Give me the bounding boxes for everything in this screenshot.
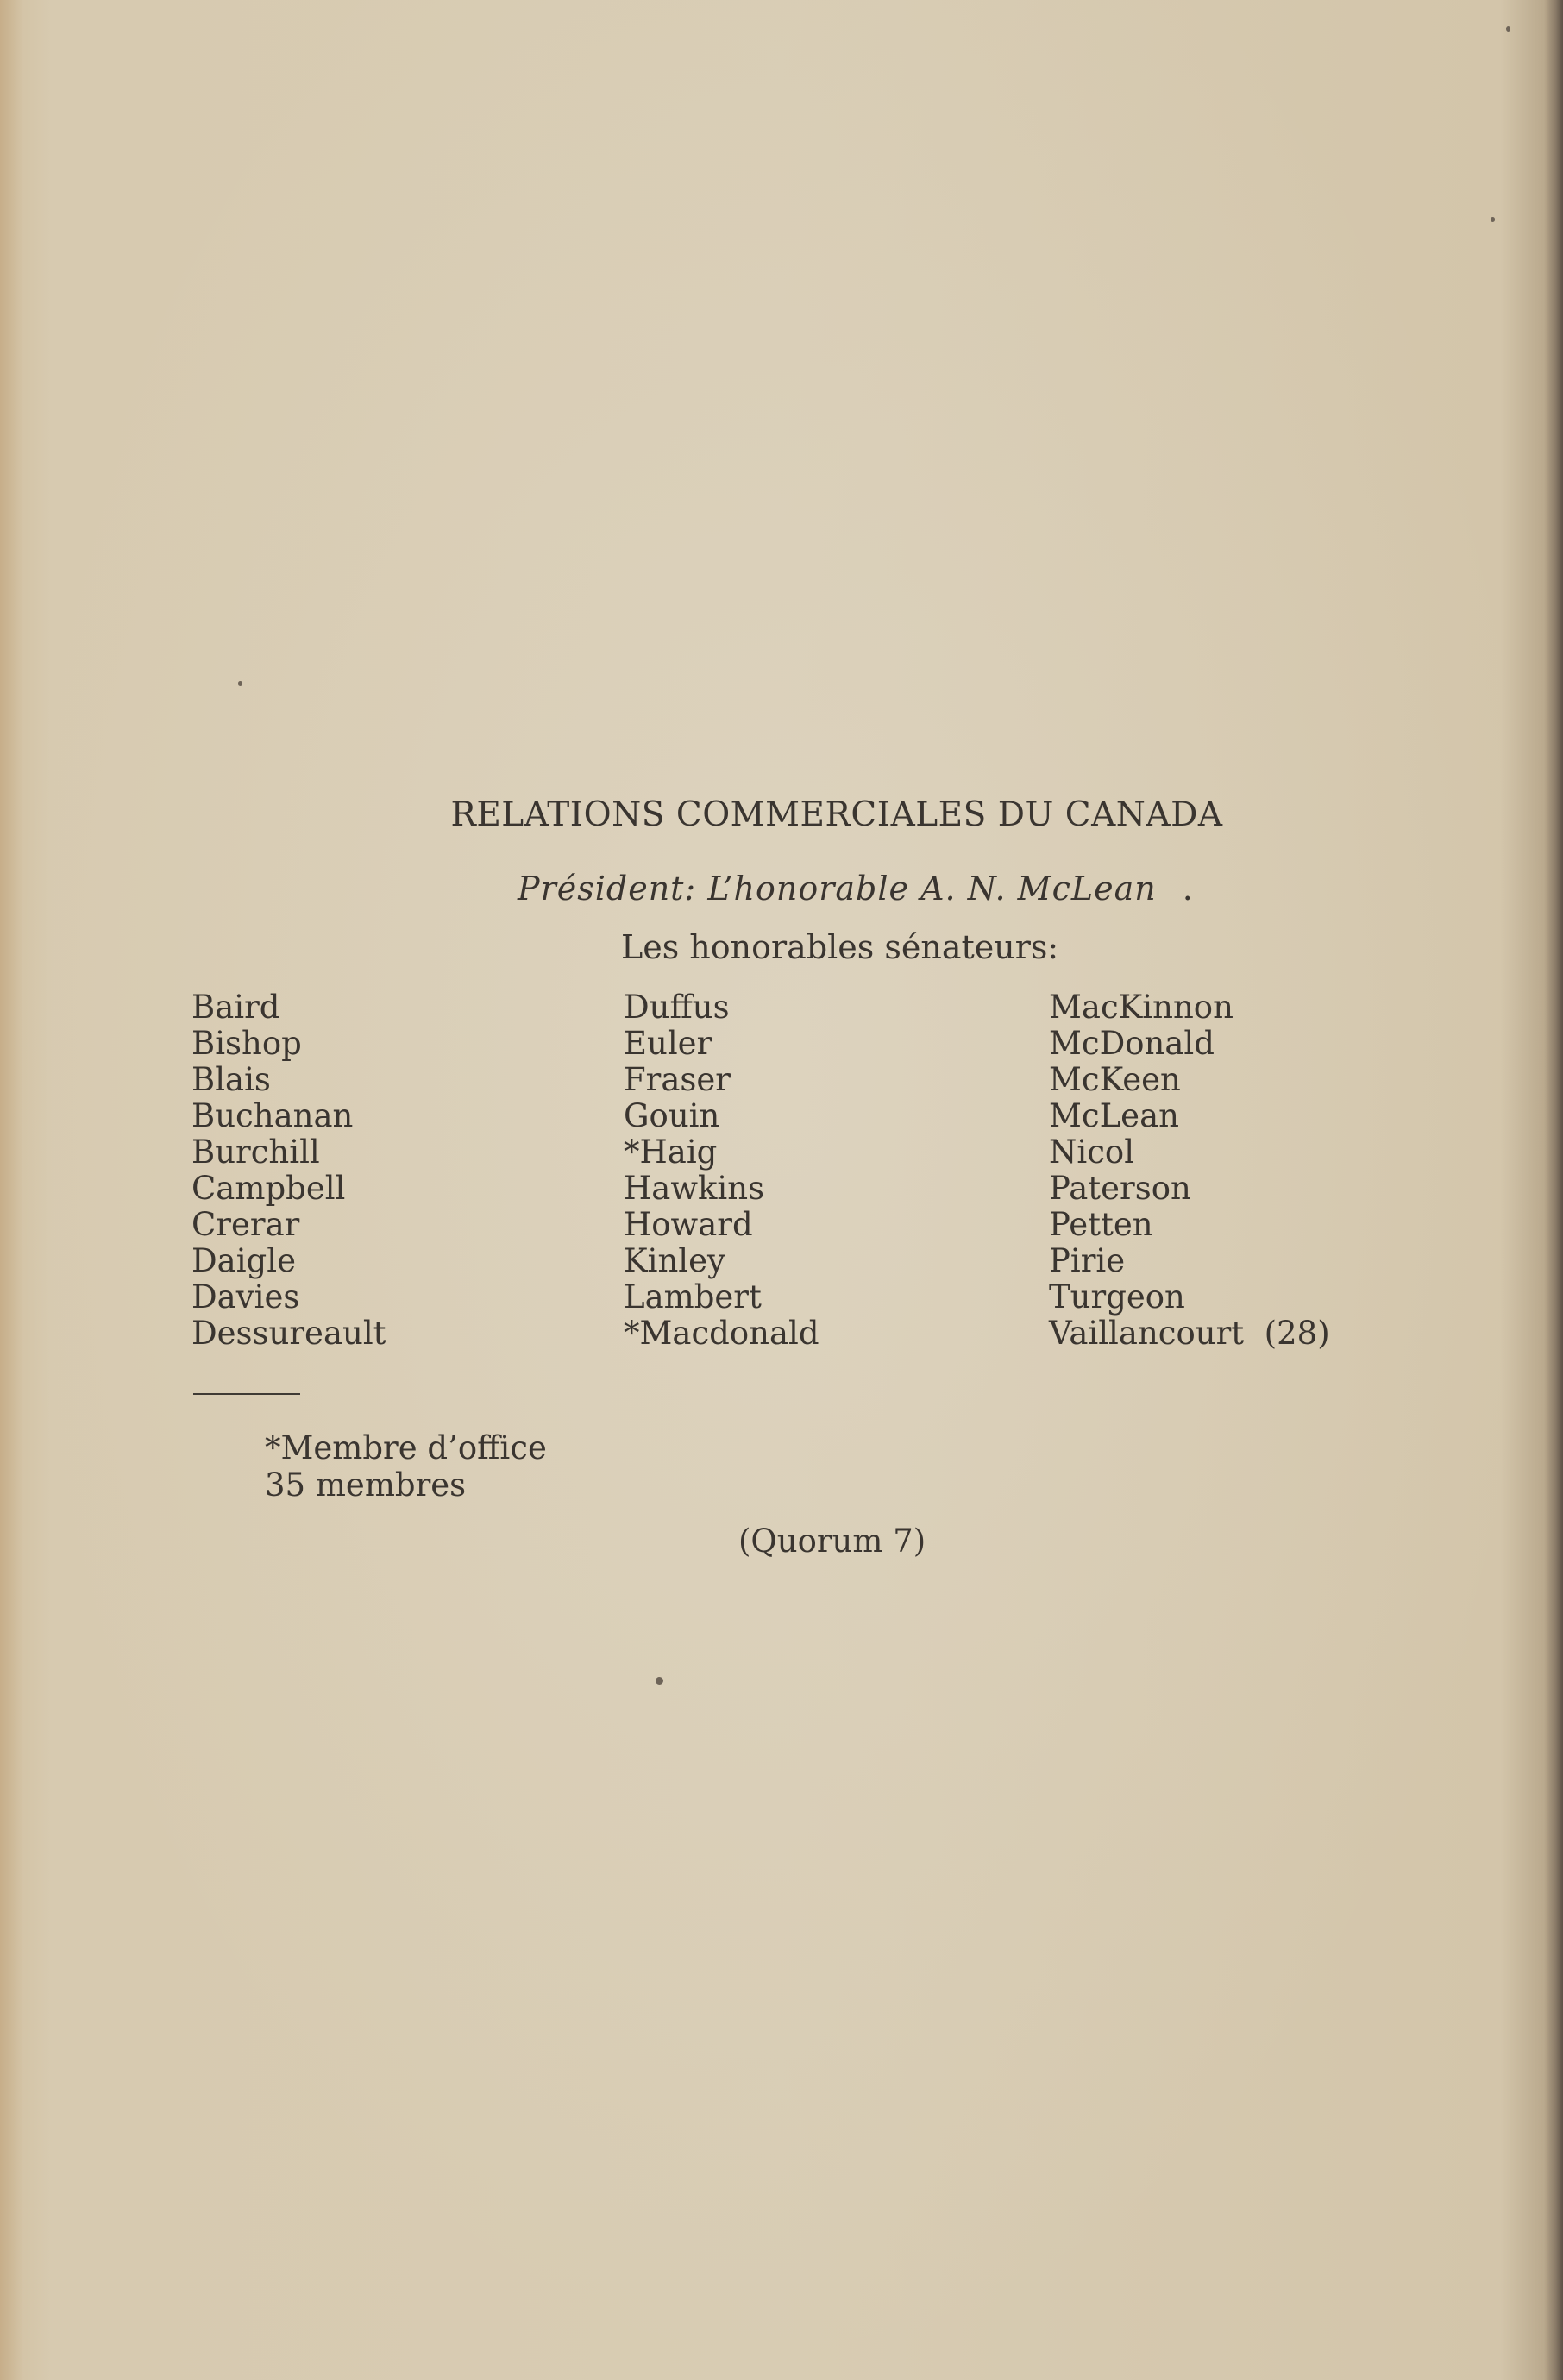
senator-name: Turgeon — [1049, 1278, 1185, 1316]
page-right-edge — [1544, 0, 1563, 2380]
paper-speck — [238, 681, 242, 686]
senator-column-3 — [1049, 989, 1330, 1352]
paper-speck — [1491, 217, 1495, 222]
senator-name: Dessureault — [191, 1315, 386, 1352]
senator-name: Euler — [624, 1025, 712, 1062]
senator-name: Paterson — [1049, 1170, 1191, 1207]
senator-name: Petten — [1049, 1206, 1153, 1243]
president-text: Président: L’honorable A. N. McLean — [518, 870, 1157, 907]
senator-name: Vaillancourt (28) — [1049, 1315, 1330, 1352]
paper-speck — [656, 1677, 663, 1685]
paper-speck — [1506, 26, 1510, 32]
senator-name: Kinley — [624, 1242, 725, 1279]
footnote-rule — [193, 1393, 300, 1395]
senator-name: Fraser — [624, 1061, 731, 1098]
senator-name: Lambert — [624, 1278, 762, 1316]
senator-name: Nicol — [1049, 1133, 1135, 1171]
senator-name: Gouin — [624, 1097, 720, 1134]
senator-name: Blais — [191, 1061, 271, 1098]
senator-name: Davies — [191, 1278, 300, 1316]
footnote-member-count: 35 membres — [265, 1466, 467, 1504]
senator-name: Hawkins — [624, 1170, 765, 1207]
senator-name: Baird — [191, 989, 280, 1026]
senator-name: MacKinnon — [1049, 989, 1233, 1026]
footnote-ex-officio: *Membre d’office — [265, 1429, 547, 1466]
president-trailing-dot: . — [1182, 870, 1194, 907]
senator-name: Daigle — [191, 1242, 296, 1279]
senator-name: *Macdonald — [624, 1315, 819, 1352]
quorum-note: (Quorum 7) — [738, 1523, 926, 1560]
president-line — [518, 870, 1194, 907]
senator-name: Pirie — [1049, 1242, 1126, 1279]
senator-name: Crerar — [191, 1206, 300, 1243]
senator-name: Howard — [624, 1206, 753, 1243]
senator-column-2 — [624, 989, 819, 1352]
senator-name: Burchill — [191, 1133, 320, 1171]
senator-name: McKeen — [1049, 1061, 1181, 1098]
senator-name: Campbell — [191, 1170, 346, 1207]
senator-name: Duffus — [624, 989, 730, 1026]
page-left-edge — [0, 0, 22, 2380]
senator-name: Buchanan — [191, 1097, 354, 1134]
page-title: RELATIONS COMMERCIALES DU CANADA — [450, 795, 1223, 834]
senator-name: McLean — [1049, 1097, 1179, 1134]
senator-name: *Haig — [624, 1133, 718, 1171]
senator-name: Bishop — [191, 1025, 302, 1062]
senator-column-1 — [191, 989, 386, 1352]
senators-heading: Les honorables sénateurs: — [621, 928, 1059, 966]
senator-name: McDonald — [1049, 1025, 1215, 1062]
